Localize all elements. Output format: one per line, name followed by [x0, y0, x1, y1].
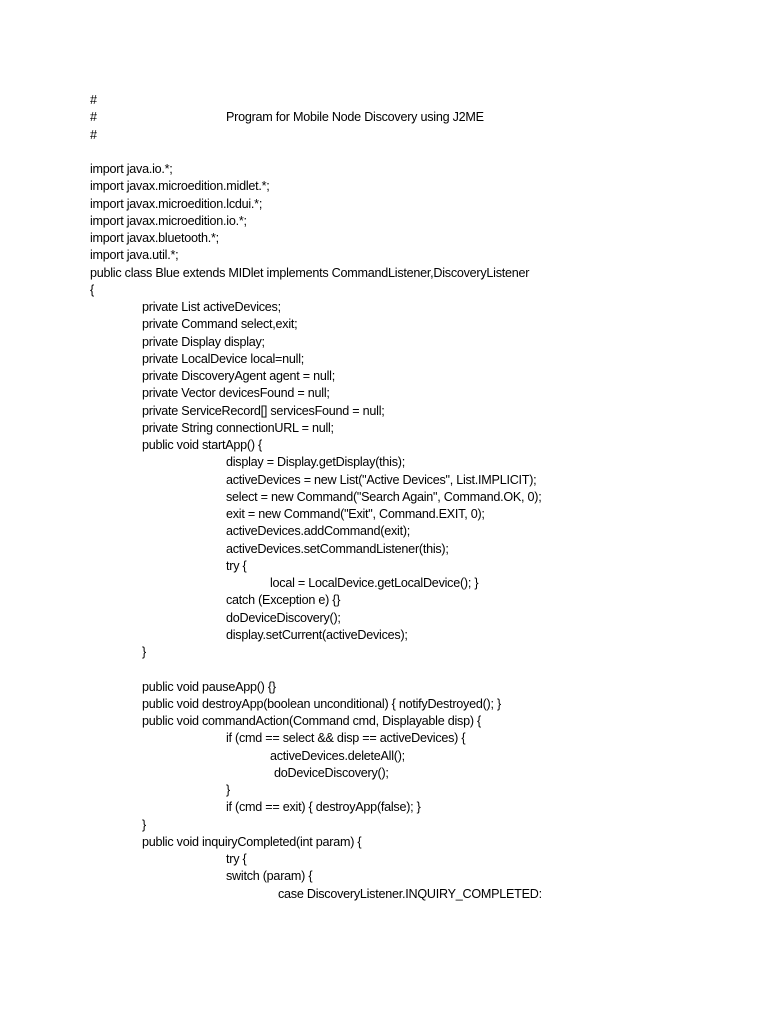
command-action-close-brace: } — [142, 817, 146, 832]
code-line: if (cmd == exit) { destroyApp(false); } — [226, 800, 421, 815]
code-line: activeDevices.setCommandListener(this); — [226, 541, 449, 556]
import-line: import javax.microedition.lcdui.*; — [90, 196, 263, 211]
field-line: private List activeDevices; — [142, 300, 281, 314]
class-declaration: public class Blue extends MIDlet implements CommandListener,DiscoveryListener — [90, 265, 530, 280]
code-line: try { — [226, 558, 247, 573]
destroy-app-line: public void destroyApp(boolean unconditional) { notifyDestroyed(); } — [142, 696, 501, 711]
field-line: private DiscoveryAgent agent = null; — [142, 369, 335, 383]
import-line: import javax.bluetooth.*; — [90, 231, 219, 245]
code-line: local = LocalDevice.getLocalDevice(); } — [270, 576, 479, 590]
class-open-brace: { — [90, 282, 94, 297]
start-app-close-brace: } — [142, 645, 146, 659]
code-line: } — [226, 783, 230, 797]
code-line: doDeviceDiscovery(); — [274, 765, 389, 780]
pause-app-line: public void pauseApp() {} — [142, 679, 276, 694]
code-line: switch (param) { — [226, 869, 313, 884]
import-line: import javax.microedition.io.*; — [90, 213, 247, 228]
blank-line — [90, 144, 750, 161]
field-line: private Command select,exit; — [142, 317, 298, 332]
document-title: Program for Mobile Node Discovery using J2ME — [226, 110, 484, 125]
start-app-signature: public void startApp() { — [142, 438, 262, 452]
comment-hash-top: # — [90, 93, 97, 107]
import-line: import javax.microedition.midlet.*; — [90, 179, 270, 194]
source-code-listing — [90, 92, 750, 903]
comment-hash-bottom: # — [90, 127, 97, 142]
field-line: private String connectionURL = null; — [142, 420, 334, 435]
code-line: activeDevices.deleteAll(); — [270, 748, 405, 763]
field-line: private ServiceRecord[] servicesFound = null; — [142, 403, 385, 418]
inquiry-completed-signature: public void inquiryCompleted(int param) { — [142, 834, 362, 849]
import-line: import java.util.*; — [90, 248, 179, 263]
field-line: private LocalDevice local=null; — [142, 351, 305, 366]
blank-line — [90, 661, 750, 678]
code-line: exit = new Command("Exit", Command.EXIT, 0); — [226, 507, 485, 521]
field-line: private Vector devicesFound = null; — [142, 386, 330, 401]
import-line: import java.io.*; — [90, 162, 173, 176]
code-line: if (cmd == select && disp == activeDevices) { — [226, 731, 466, 746]
code-line: try { — [226, 852, 247, 866]
code-line: case DiscoveryListener.INQUIRY_COMPLETED: — [278, 886, 542, 901]
code-line: doDeviceDiscovery(); — [226, 610, 341, 625]
command-action-signature: public void commandAction(Command cmd, Displayable disp) { — [142, 714, 481, 728]
comment-hash-title: # — [90, 110, 97, 125]
field-line: private Display display; — [142, 334, 265, 349]
title-line — [90, 109, 750, 126]
code-line: select = new Command("Search Again", Command.OK, 0); — [226, 489, 542, 504]
code-line: display.setCurrent(activeDevices); — [226, 627, 408, 642]
code-line: display = Display.getDisplay(this); — [226, 455, 405, 470]
code-line: activeDevices.addCommand(exit); — [226, 524, 411, 539]
code-line: catch (Exception e) {} — [226, 593, 341, 608]
code-line: activeDevices = new List("Active Devices", List.IMPLICIT); — [226, 472, 537, 487]
